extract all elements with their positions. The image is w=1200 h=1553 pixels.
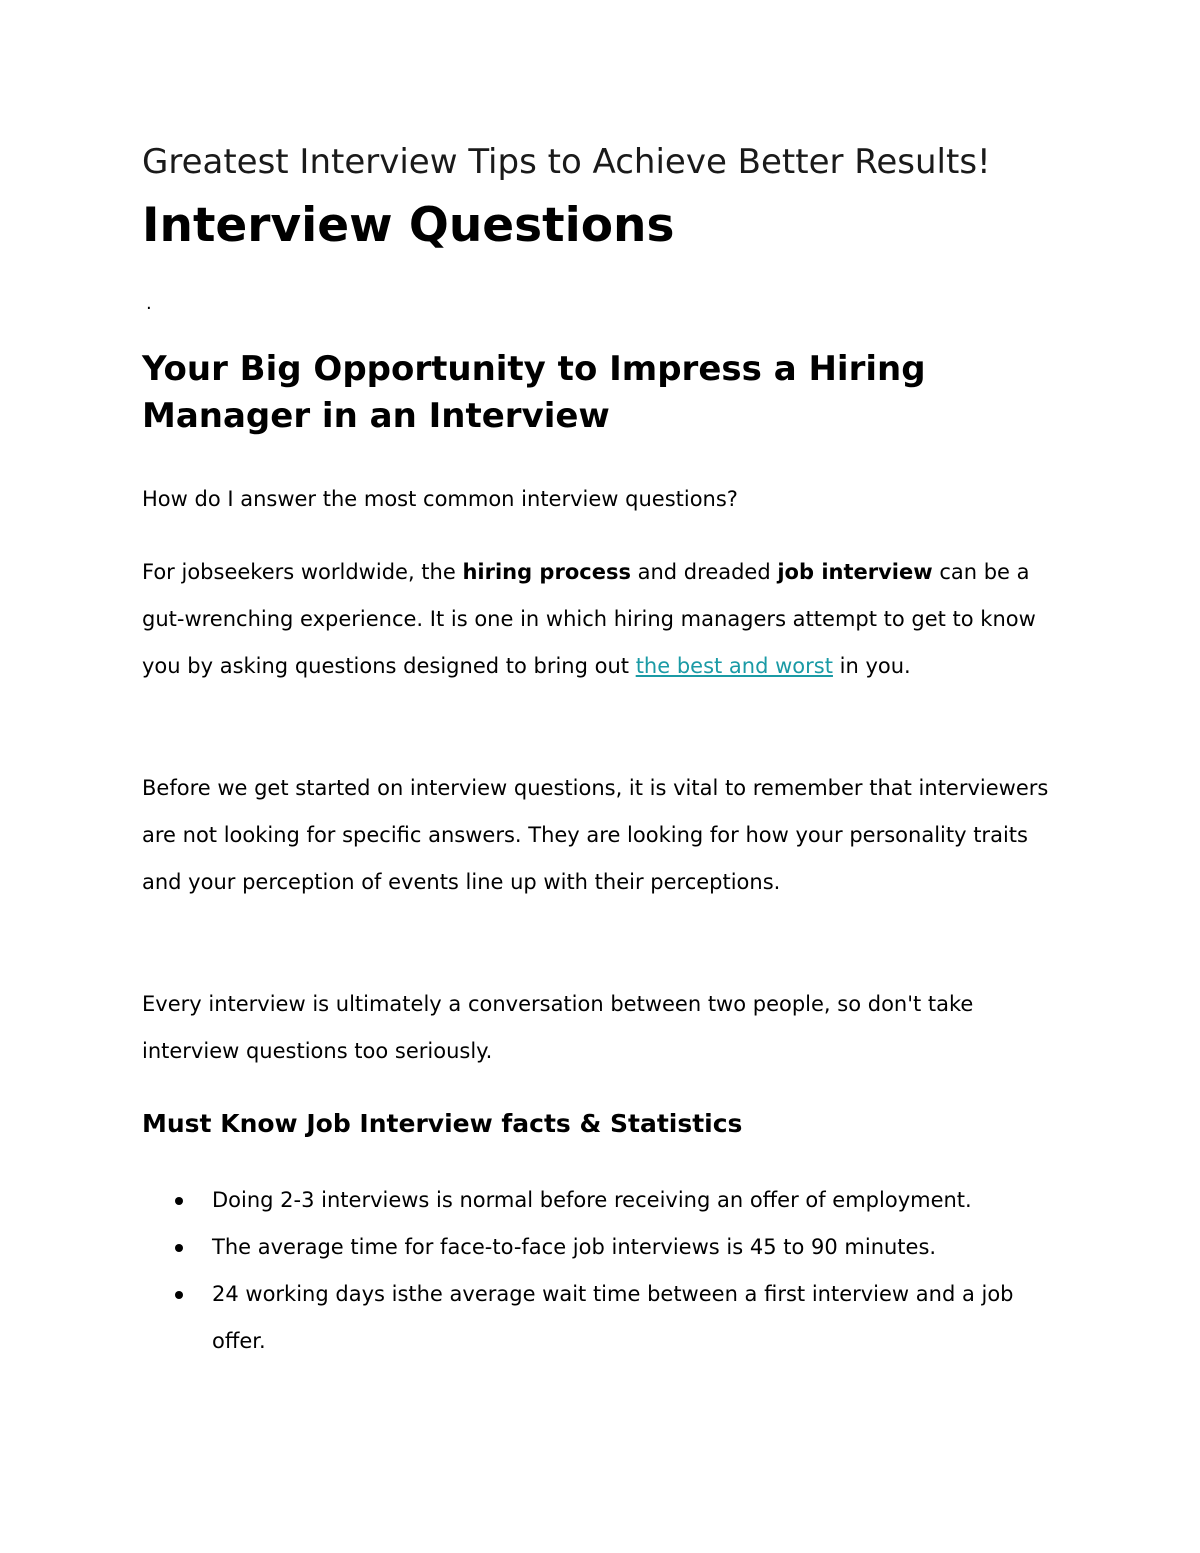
intro-paragraph <box>142 549 1062 690</box>
intro-bold-hiring-process: hiring process <box>462 560 631 584</box>
heading-facts-statistics: Must Know Job Interview facts & Statistics <box>142 1109 743 1138</box>
before-paragraph: Before we get started on interview questions, it is vital to remember that interviewers are not looking for specific answers. They are looking for how your personality traits and your perception of events line up with their perceptions. <box>142 776 1049 894</box>
intro-text-1: For jobseekers worldwide, the <box>142 560 463 584</box>
conversation-paragraph: Every interview is ultimately a conversation between two people, so don't take interview questions too seriously. <box>142 992 974 1063</box>
list-item <box>142 1271 1052 1365</box>
list-item <box>142 1224 1052 1271</box>
intro-text-2: and dreaded <box>630 560 778 584</box>
heading-interview-questions: Interview Questions <box>142 198 675 253</box>
list-item-text: Doing 2-3 interviews is normal before receiving an offer of employment. <box>212 1188 972 1212</box>
question-paragraph: How do I answer the most common interview questions? <box>142 487 738 511</box>
list-item <box>142 1177 1052 1224</box>
bullet-icon <box>175 1197 183 1205</box>
best-and-worst-link[interactable]: the best and worst <box>635 654 833 678</box>
facts-list <box>142 1177 1062 1365</box>
document-title: Greatest Interview Tips to Achieve Better Results! <box>142 142 991 182</box>
list-item-text: The average time for face-to-face job interviews is 45 to 90 minutes. <box>212 1235 937 1259</box>
bullet-icon <box>175 1244 183 1252</box>
list-item-text: 24 working days isthe average wait time between a first interview and a job offer. <box>212 1282 1014 1353</box>
heading-big-opportunity: Your Big Opportunity to Impress a Hiring Manager in an Interview <box>142 349 926 436</box>
intro-text-3: can be a gut-wrenching experience. It is one in which hiring managers attempt to get to know you by asking questions designed to bring out <box>142 560 1036 678</box>
intro-text-4: in you. <box>832 654 911 678</box>
separator-dot: . <box>146 293 152 314</box>
bullet-icon <box>175 1291 183 1299</box>
intro-bold-job-interview: job interview <box>777 560 933 584</box>
